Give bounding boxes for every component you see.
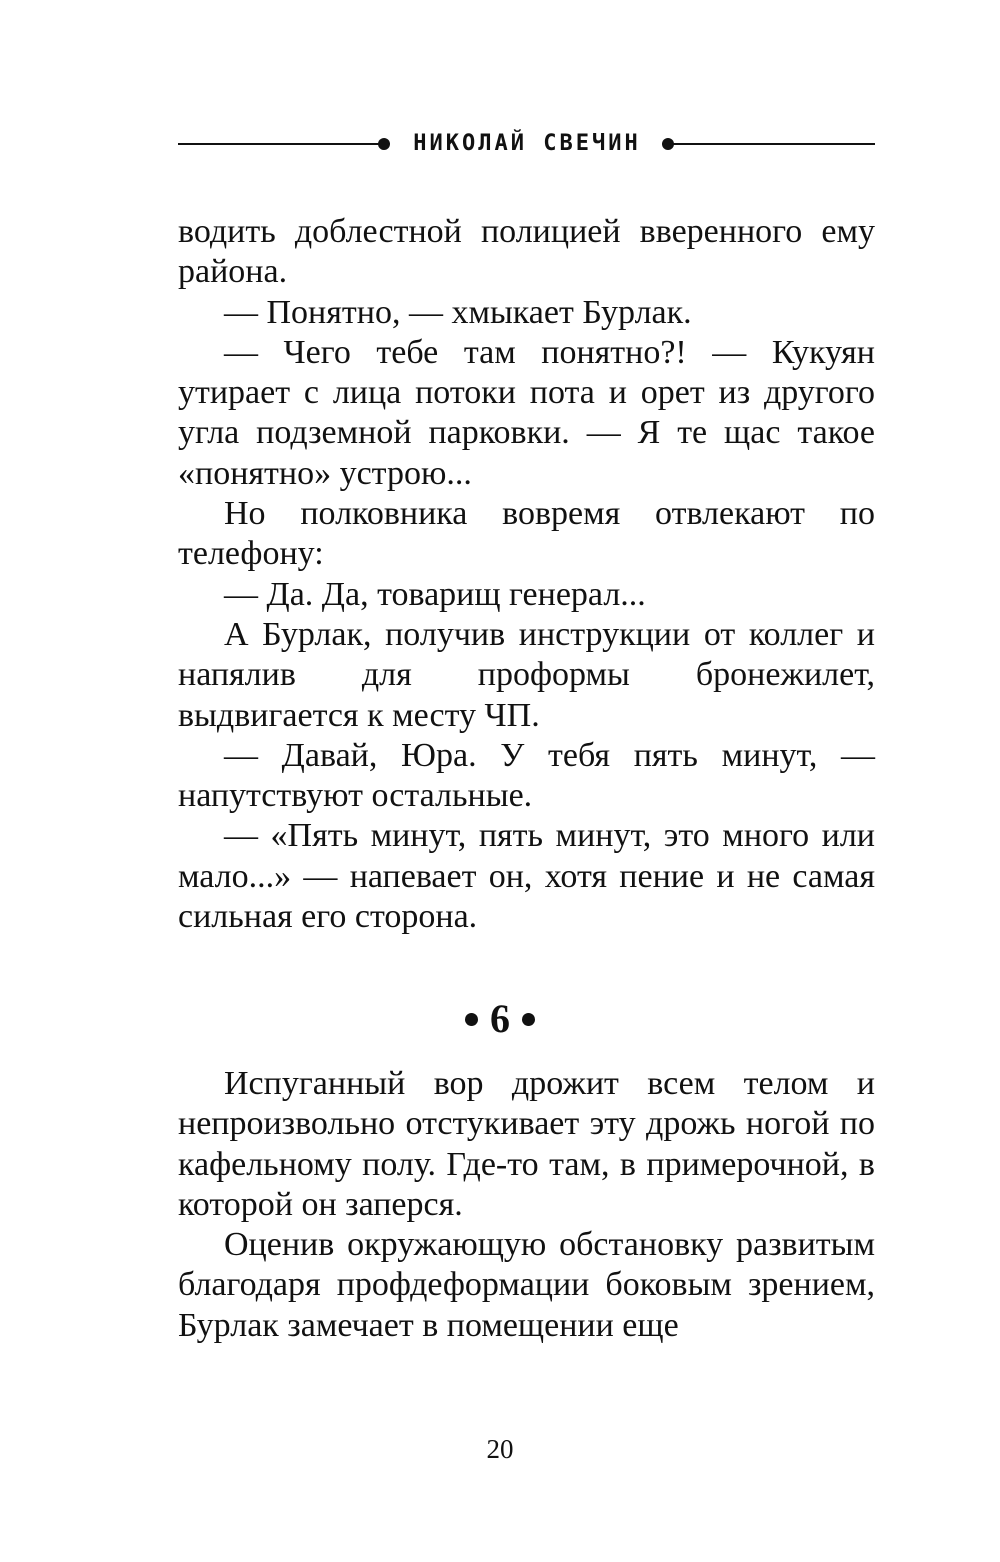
paragraph: Оценив окружающую обстановку развитым благодаря профдеформации боковым зрением, Бурлак замечает в помещении еще	[178, 1226, 875, 1344]
chapter-number: 6	[490, 996, 510, 1041]
paragraph: — Да. Да, товарищ генерал...	[224, 575, 646, 613]
paragraph: — «Пять минут, пять минут, это много или мало...» — напевает он, хотя пение и не самая сильная его сторона.	[178, 817, 875, 936]
section-text-2	[178, 1064, 875, 1346]
paragraph: водить доблестной полицией вверенного ему района.	[178, 213, 875, 291]
page-number: 20	[486, 1434, 514, 1464]
header-author: НИКОЛАЙ СВЕЧИН	[413, 131, 641, 156]
paragraph: — Чего тебе там понятно?! — Кукуян утирает с лица потоки пота и орет из другого угла подземной парковки. — Я те щас такое «понятно» устрою...	[178, 333, 875, 492]
paragraph: Испуганный вор дрожит всем телом и непроизвольно отстукивает эту дрожь ногой по кафельному полу. Где-то там, в примерочной, в которой он заперся.	[178, 1065, 875, 1223]
header-rule-left	[178, 143, 380, 145]
paragraph: — Понятно, — хмыкает Бурлак.	[224, 293, 692, 331]
paragraph: — Давай, Юра. У тебя пять минут, — напутствуют остальные.	[178, 736, 875, 815]
chapter-dot-left	[465, 1013, 478, 1026]
section-text-1	[178, 212, 875, 937]
paragraph: А Бурлак, получив инструкции от коллег и напялив для проформы бронежилет, выдвигается к месту ЧП.	[178, 615, 875, 734]
header-rule-right	[672, 143, 875, 145]
running-header	[178, 126, 875, 162]
paragraph: Но полковника вовремя отвлекают по телефону:	[178, 495, 875, 573]
header-dot-left	[378, 138, 390, 150]
chapter-dot-right	[522, 1013, 535, 1026]
chapter-heading	[0, 995, 1000, 1043]
